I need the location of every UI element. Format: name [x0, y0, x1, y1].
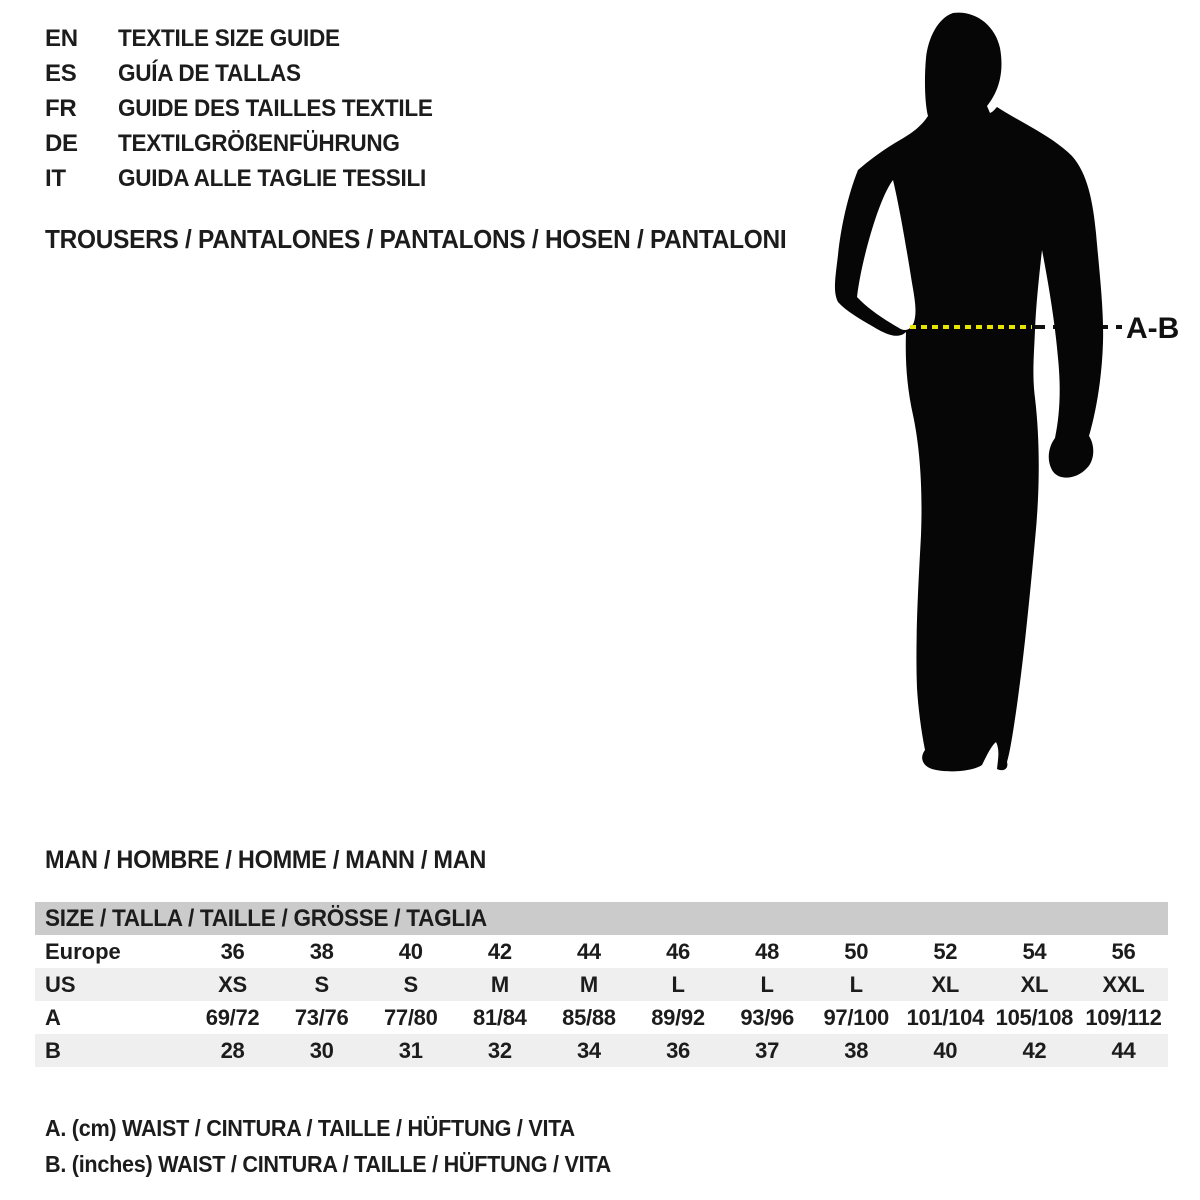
table-cell: S — [314, 972, 329, 997]
table-cell: 50 — [844, 939, 869, 964]
table-cell: 32 — [487, 1038, 512, 1063]
table-cell: 93/96 — [740, 1005, 794, 1030]
table-cell: M — [579, 972, 598, 997]
man-silhouette-svg — [820, 0, 1200, 800]
table-row-a-cm — [35, 1001, 1168, 1034]
table-cell: XXL — [1102, 972, 1145, 997]
row-cells — [188, 935, 1168, 968]
table-cell: XL — [931, 972, 960, 997]
row-cells — [188, 1034, 1168, 1067]
table-cell: 34 — [576, 1038, 601, 1063]
table-cell: 36 — [666, 1038, 690, 1063]
language-guide-title: GUIDE DES TAILLES TEXTILE — [118, 95, 433, 122]
language-row-fr — [45, 91, 453, 126]
language-row-de — [45, 126, 453, 161]
table-cell: 69/72 — [205, 1005, 260, 1030]
man-silhouette — [835, 13, 1103, 772]
table-row-us — [35, 968, 1168, 1001]
size-table — [35, 902, 1168, 1067]
row-label: Europe — [45, 939, 121, 964]
language-code: IT — [45, 165, 66, 192]
table-cell: L — [849, 972, 863, 997]
table-cell: 44 — [1111, 1038, 1136, 1063]
table-cell: 38 — [844, 1038, 869, 1063]
note-a-cm: A. (cm) WAIST / CINTURA / TAILLE / HÜFTUNG / VITA — [45, 1115, 575, 1141]
size-table-header: SIZE / TALLA / TAILLE / GRÖSSE / TAGLIA — [35, 902, 1168, 935]
table-cell: 37 — [755, 1038, 780, 1063]
table-cell: 42 — [1022, 1038, 1047, 1063]
table-cell: 28 — [220, 1038, 245, 1063]
row-label: B — [45, 1038, 61, 1063]
table-cell: 40 — [933, 1038, 958, 1063]
table-cell: 44 — [576, 939, 601, 964]
table-cell: 42 — [487, 939, 512, 964]
language-guide-title: GUÍA DE TALLAS — [118, 60, 301, 87]
table-cell: 46 — [666, 939, 690, 964]
row-cells — [188, 968, 1168, 1001]
language-guide-title: GUIDA ALLE TAGLIE TESSILI — [118, 165, 426, 192]
language-code: DE — [45, 130, 78, 157]
table-cell: 31 — [398, 1038, 423, 1063]
table-cell: L — [760, 972, 774, 997]
table-cell: 77/80 — [383, 1005, 438, 1030]
measure-label-ab: A-B — [1126, 312, 1180, 345]
table-row-europe — [35, 935, 1168, 968]
language-code: FR — [45, 95, 77, 122]
language-guide-title: TEXTILGRÖßENFÜHRUNG — [118, 130, 400, 157]
table-cell: M — [490, 972, 509, 997]
table-cell: 101/104 — [906, 1005, 985, 1030]
table-cell: 105/108 — [995, 1005, 1074, 1030]
table-cell: XL — [1020, 972, 1049, 997]
table-cell: S — [403, 972, 418, 997]
row-label: A — [45, 1005, 61, 1030]
table-cell: 97/100 — [823, 1005, 889, 1030]
language-row-it — [45, 161, 453, 196]
category-title: TROUSERS / PANTALONES / PANTALONS / HOSEN / PANTALONI — [45, 224, 787, 254]
table-cell: 56 — [1111, 939, 1136, 964]
row-cells — [188, 1001, 1168, 1034]
language-guide-title: TEXTILE SIZE GUIDE — [118, 25, 340, 52]
table-cell: 89/92 — [651, 1005, 705, 1030]
language-code: ES — [45, 60, 77, 87]
row-label: US — [45, 972, 76, 997]
language-guide-list — [45, 21, 453, 196]
table-cell: 73/76 — [294, 1005, 349, 1030]
table-cell: 48 — [755, 939, 780, 964]
language-row-en — [45, 21, 453, 56]
table-cell: 54 — [1022, 939, 1047, 964]
table-cell: 38 — [309, 939, 334, 964]
table-cell: 36 — [220, 939, 245, 964]
section-title-man: MAN / HOMBRE / HOMME / MANN / MAN — [45, 846, 487, 874]
language-row-es — [45, 56, 453, 91]
table-cell: 85/88 — [562, 1005, 616, 1030]
measurement-notes — [45, 1110, 647, 1182]
table-cell: 81/84 — [473, 1005, 527, 1030]
table-cell: 30 — [309, 1038, 334, 1063]
table-cell: 109/112 — [1085, 1005, 1162, 1030]
table-cell: L — [671, 972, 685, 997]
table-cell: 40 — [398, 939, 423, 964]
table-row-b-inches — [35, 1034, 1168, 1067]
table-cell: 52 — [933, 939, 958, 964]
note-b-inches: B. (inches) WAIST / CINTURA / TAILLE / HÜFTUNG / VITA — [45, 1151, 611, 1177]
table-cell: XS — [218, 972, 247, 997]
man-silhouette-figure — [820, 0, 1200, 800]
language-code: EN — [45, 25, 78, 52]
